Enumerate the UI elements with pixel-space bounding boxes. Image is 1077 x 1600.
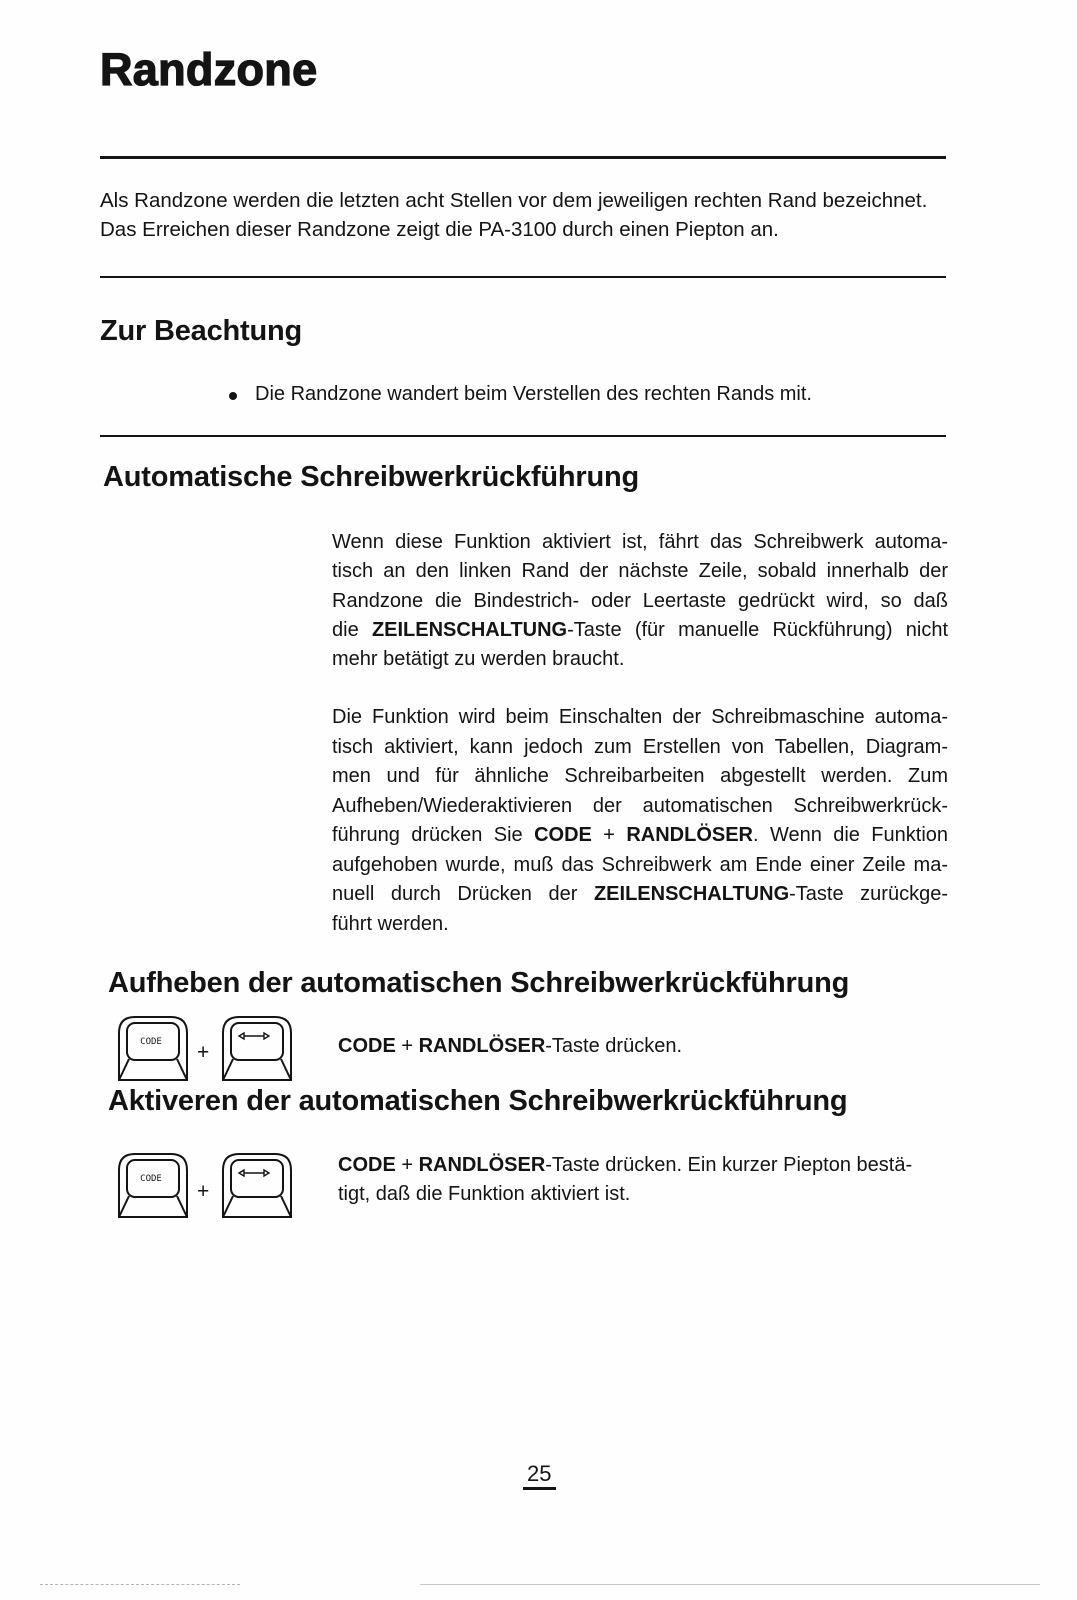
arrow-left-head — [239, 1170, 244, 1176]
text-segment: . Wenn die Funktion — [753, 824, 949, 846]
text-segment: + — [395, 1154, 419, 1176]
bold-term: RANDLÖSER — [418, 1035, 546, 1057]
bullet-icon — [229, 392, 237, 400]
text-line — [338, 1151, 912, 1180]
key-edge — [281, 1059, 291, 1080]
bold-term: CODE — [338, 1035, 396, 1057]
code-key-icon — [114, 1149, 192, 1221]
bold-term: CODE — [338, 1154, 396, 1176]
intro-paragraph — [100, 186, 927, 244]
text-line: tigt, daß die Funktion aktiviert ist. — [338, 1183, 631, 1205]
key-edge — [177, 1059, 187, 1080]
bold-term: RANDLÖSER — [626, 824, 753, 846]
bold-term: RANDLÖSER — [418, 1154, 546, 1176]
text-line: tisch aktiviert, kann jedoch zum Erstellen von Tabellen, Diagram- — [332, 735, 948, 758]
activate-heading: Aktiveren der automatischen Schreibwerkrückführung — [108, 1085, 848, 1117]
key-face — [231, 1023, 283, 1060]
text-line: führt werden. — [332, 912, 449, 935]
text-line: Aufheben/Wiederaktivieren der automatischen Schreibwerkrück- — [332, 794, 948, 817]
arrow-right-head — [264, 1170, 269, 1176]
text-line — [332, 880, 948, 910]
text-segment: + — [591, 824, 627, 846]
note-heading: Zur Beachtung — [100, 315, 303, 347]
page-number: 25 — [527, 1461, 552, 1486]
text-segment: -Taste drücken. Ein kurzer Piepton bestä- — [545, 1154, 913, 1176]
text-segment: + — [395, 1035, 419, 1057]
text-line: Wenn diese Funktion aktiviert ist, fährt das Schreibwerk automa- — [332, 531, 948, 553]
text-line — [332, 821, 948, 851]
auto-return-paragraph-1 — [332, 528, 948, 674]
section-divider — [100, 435, 946, 437]
bold-term: CODE — [534, 824, 592, 846]
text-line — [332, 616, 948, 645]
auto-return-paragraph-2 — [332, 703, 948, 939]
auto-return-heading: Automatische Schreibwerkrückführung — [103, 461, 640, 493]
key-label: CODE — [140, 1174, 162, 1184]
text-segment: die — [332, 618, 372, 641]
key-edge — [119, 1196, 129, 1217]
text-segment: -Taste (für manuelle Rückführung) nicht — [567, 618, 949, 641]
arrow-left-head — [239, 1033, 244, 1039]
key-face — [231, 1160, 283, 1197]
bold-term: ZEILENSCHALTUNG — [593, 883, 790, 905]
key-edge — [223, 1196, 233, 1217]
deactivate-heading: Aufheben der automatischen Schreibwerkrückführung — [108, 967, 850, 999]
text-line: mehr betätigt zu werden braucht. — [332, 648, 625, 671]
page-title: Randzone — [100, 44, 318, 95]
text-line — [338, 1032, 682, 1061]
section-divider — [100, 276, 946, 278]
code-key-icon — [114, 1012, 192, 1084]
plus-sign: + — [197, 1180, 210, 1203]
text-line: men und für ähnliche Schreibarbeiten abgestellt werden. Zum — [332, 765, 948, 787]
key-edge — [281, 1196, 291, 1217]
scan-edge-line — [40, 1584, 240, 1585]
bold-term: ZEILENSCHALTUNG — [371, 618, 568, 641]
key-edge — [119, 1059, 129, 1080]
text-segment: führung drücken Sie — [332, 824, 535, 846]
margin-release-key-icon — [218, 1012, 296, 1084]
deactivate-instruction — [338, 1032, 682, 1061]
text-segment: -Taste zurückge- — [789, 883, 948, 905]
intro-line: Als Randzone werden die letzten acht Stellen vor dem jeweiligen rechten Rand bezeichnet. — [100, 189, 928, 212]
activate-instruction — [338, 1151, 912, 1209]
text-line: Randzone die Bindestrich- oder Leertaste gedrückt wird, so daß — [332, 589, 948, 612]
arrow-right-head — [264, 1033, 269, 1039]
scan-edge-line — [420, 1584, 1040, 1585]
section-divider — [100, 156, 946, 159]
key-edge — [223, 1059, 233, 1080]
text-line: aufgehoben wurde, muß das Schreibwerk am Ende einer Zeile ma- — [332, 853, 948, 876]
intro-line: Das Erreichen dieser Randzone zeigt die PA-3100 durch einen Piepton an. — [100, 218, 779, 241]
page-number-underline — [523, 1487, 556, 1490]
text-segment: nuell durch Drücken der — [332, 883, 594, 905]
plus-sign: + — [197, 1041, 210, 1064]
text-line: tisch an den linken Rand der nächste Zeile, sobald innerhalb der — [332, 560, 948, 583]
note-bullet-text: Die Randzone wandert beim Verstellen des rechten Rands mit. — [255, 383, 812, 405]
margin-release-key-icon — [218, 1149, 296, 1221]
text-segment: -Taste drücken. — [545, 1035, 682, 1057]
key-edge — [177, 1196, 187, 1217]
key-label: CODE — [140, 1037, 162, 1047]
text-line: Die Funktion wird beim Einschalten der Schreibmaschine automa- — [332, 706, 948, 728]
